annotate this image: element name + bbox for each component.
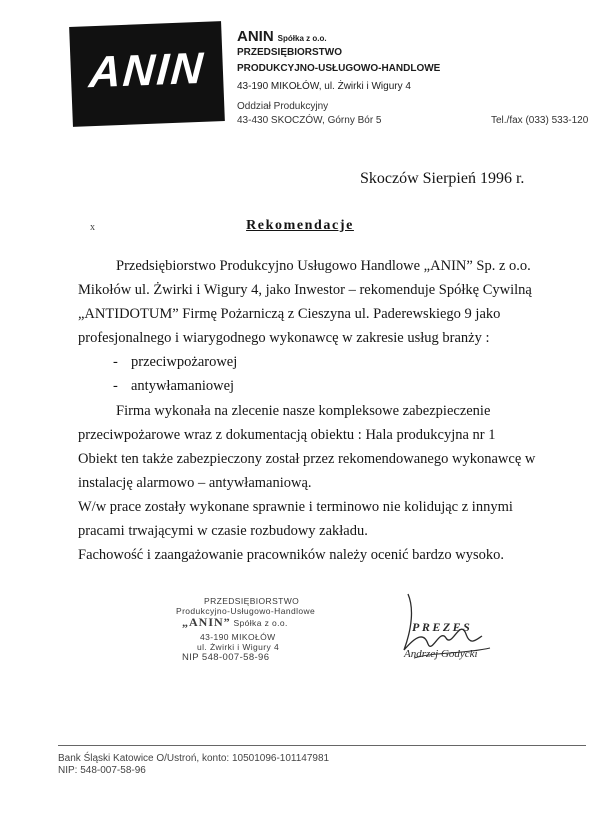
bullet-item: antywłamaniowej <box>131 378 235 394</box>
company-logo <box>69 21 225 127</box>
company-brand-line <box>237 28 327 45</box>
body-line: W/w prace zostały wykonane sprawnie i terminowo nie kolidując z innymi <box>78 499 513 515</box>
body-line: Firma wykonała na zlecenie nasze kompleksowe zabezpieczenie <box>116 403 491 419</box>
footer-nip: NIP: 548-007-58-96 <box>58 765 146 776</box>
letter-date: Skoczów Sierpień 1996 r. <box>360 170 525 187</box>
signature-name: Andrzej Godycki <box>404 648 478 660</box>
company-telfax: Tel./fax (033) 533-120 <box>491 115 589 126</box>
body-line: Przedsiębiorstwo Produkcyjno Usługowo Handlowe „ANIN” Sp. z o.o. <box>116 258 531 274</box>
company-address: 43-190 MIKOŁÓW, ul. Żwirki i Wigury 4 <box>237 81 411 92</box>
bullet-dash: - <box>113 354 118 370</box>
branch-label: Oddział Produkcyjny <box>237 101 329 112</box>
body-line: „ANTIDOTUM” Firmę Pożarniczą z Cieszyna ul. Paderewskiego 9 jako <box>78 306 501 322</box>
body-line: profesjonalnego i wiarygodnego wykonawcę w zakresie usług branży : <box>78 330 490 346</box>
stamp-line: 43-190 MIKOŁÓW <box>200 632 276 642</box>
stamp-brand: „ANIN” <box>182 615 231 629</box>
letter-title: Rekomendacje <box>246 218 354 233</box>
bullet-item: przeciwpożarowej <box>131 354 238 370</box>
body-line: instalację alarmowo – antywłamaniową. <box>78 475 312 491</box>
stray-mark: x <box>90 222 95 233</box>
body-line: przeciwpożarowe wraz z dokumentacją obiektu : Hala produkcyjna nr 1 <box>78 427 496 443</box>
stamp-legal: Spółka z o.o. <box>233 618 288 628</box>
company-brand: ANIN <box>237 28 274 45</box>
stamp-line: Produkcyjno-Usługowo-Handlowe <box>176 606 316 616</box>
body-line: pracami trwającymi w czasie rozbudowy zakładu. <box>78 523 368 539</box>
stamp-nip: NIP 548-007-58-96 <box>182 652 270 663</box>
stamp-line: ul. Żwirki i Wigury 4 <box>197 642 280 652</box>
logo-text: ANIN <box>87 43 207 98</box>
stamp-brand-line <box>182 615 288 630</box>
footer-divider <box>58 745 586 746</box>
branch-address: 43-430 SKOCZÓW, Górny Bór 5 <box>237 115 382 126</box>
signature-title: PREZES <box>412 620 473 634</box>
body-line: Mikołów ul. Żwirki i Wigury 4, jako Inwestor – rekomenduje Spółkę Cywilną <box>78 282 532 298</box>
company-type-line1: PRZEDSIĘBIORSTWO <box>237 47 343 58</box>
company-legal-form: Spółka z o.o. <box>277 34 327 43</box>
body-line: Fachowość i zaangażowanie pracowników należy ocenić bardzo wysoko. <box>78 547 504 563</box>
footer-bank: Bank Śląski Katowice O/Ustroń, konto: 10501096-101147981 <box>58 753 330 764</box>
company-type-line2: PRODUKCYJNO-USŁUGOWO-HANDLOWE <box>237 63 441 74</box>
bullet-dash: - <box>113 378 118 394</box>
body-line: Obiekt ten także zabezpieczony został przez rekomendowanego wykonawcę w <box>78 451 536 467</box>
stamp-line: PRZEDSIĘBIORSTWO <box>204 596 300 606</box>
